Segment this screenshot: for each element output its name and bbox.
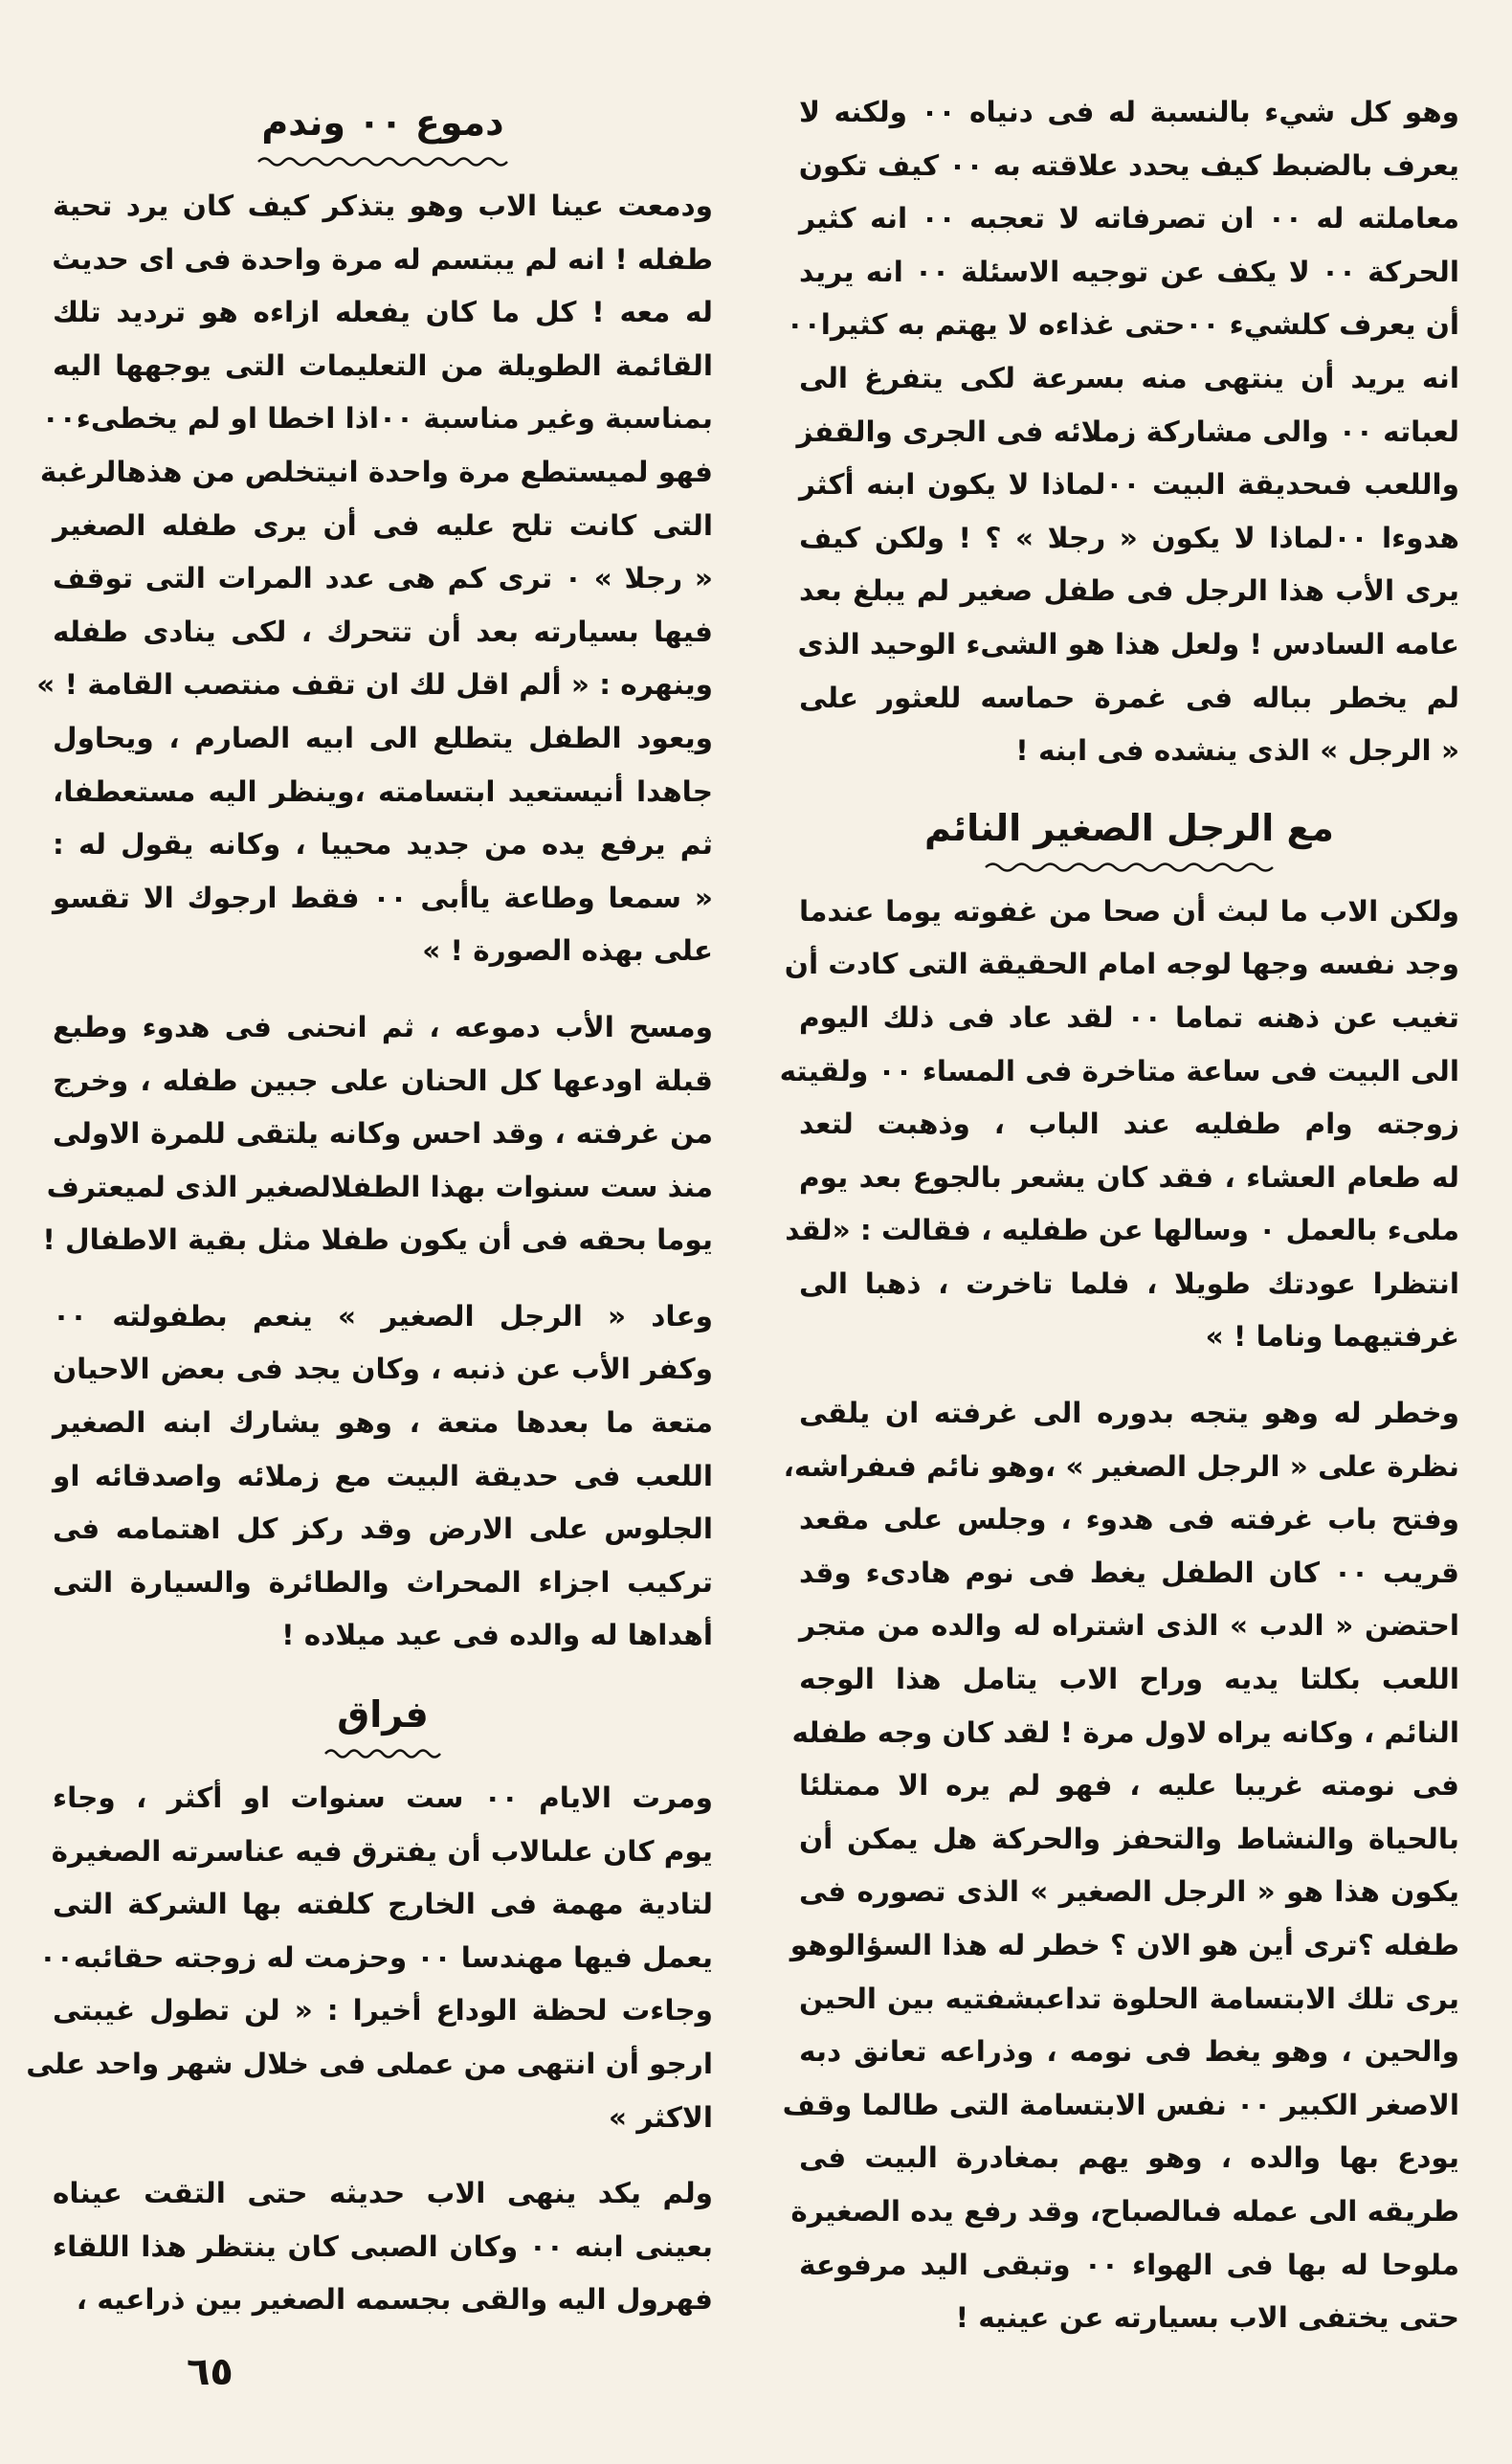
text-line: الجلوس على الارض وقد ركز كل اهتمامه فى bbox=[53, 1512, 713, 1546]
text-line: الى البيت فى ساعة متاخرة فى المساء ٠٠ ولقيته bbox=[779, 1054, 1459, 1087]
text-line: زوجته وام طفليه عند الباب ، وذهبت لتعد bbox=[799, 1108, 1459, 1141]
text-line: يودع بها والده ، وهو يهم بمغادرة البيت فى bbox=[799, 2141, 1459, 2175]
text-line: ومسح الأب دموعه ، ثم انحنى فى هدوء وطبع bbox=[53, 1010, 713, 1043]
text-line: القائمة الطويلة من التعليمات التى يوجهها اليه bbox=[53, 348, 713, 382]
text-line: انتظرا عودتك طويلا ، فلما تاخرت ، ذهبا الى bbox=[799, 1266, 1459, 1300]
text-line: ويعود الطفل يتطلع الى ابيه الصارم ، ويحاول bbox=[53, 721, 713, 754]
section-sleeping-little-man-body bbox=[779, 885, 1460, 2345]
text-line: فى نومته غريبا عليه ، فهو لم يره الا ممتلئا bbox=[799, 1769, 1459, 1803]
paragraph bbox=[53, 1290, 713, 1663]
text-line: ارجو أن انتهى من عملى فى خلال شهر واحد على bbox=[26, 2048, 713, 2080]
text-line: طفله ! انه لم يبتسم له مرة واحدة فى اى حديث bbox=[52, 242, 713, 276]
intro-paragraph bbox=[786, 86, 1459, 778]
section-separation-body bbox=[26, 1772, 713, 2327]
text-line: اللعب بكلتا يديه وراح الاب يتامل هذا الوجه bbox=[799, 1663, 1459, 1696]
text-line: حتى يختفى الاب بسيارته عن عينيه ! bbox=[955, 2301, 1459, 2335]
text-line: انه يريد أن ينتهى منه بسرعة لكى يتفرغ الى bbox=[799, 361, 1459, 394]
text-line: « رجلا » ٠ ترى كم هى عدد المرات التى توقف bbox=[53, 562, 713, 595]
text-line: وينهره : « ألم اقل لك ان تقف منتصب القامة ! » bbox=[36, 668, 713, 702]
text-line: بعينى ابنه ٠٠ وكان الصبى كان ينتظر هذا اللقاء bbox=[53, 2229, 713, 2263]
text-line: وفتح باب غرفته فى هدوء ، وجلس على مقعد bbox=[799, 1503, 1459, 1536]
section-title-tears-and-regret bbox=[53, 96, 713, 155]
text-line: يكون هذا هو « الرجل الصغير » الذى تصوره فى bbox=[799, 1875, 1459, 1909]
text-line: ثم يرفع يده من جديد محييا ، وكانه يقول له : bbox=[53, 828, 713, 862]
text-line: النائم ، وكانه يراه لاول مرة ! لقد كان وجه طفله bbox=[791, 1715, 1459, 1749]
section-title-text: مع الرجل الصغير النائم bbox=[924, 806, 1334, 849]
text-line: على بهذه الصورة ! » bbox=[422, 934, 713, 968]
text-line: يرى تلك الابتسامة الحلوة تداعبشفتيه بين الحين bbox=[799, 1982, 1459, 2015]
text-line: نظرة على « الرجل الصغير » ،وهو نائم فىفراشه، bbox=[783, 1449, 1459, 1483]
text-line: له معه ! كل ما كان يفعله ازاءه هو ترديد تلك bbox=[53, 296, 713, 329]
title-underline-wave bbox=[325, 1747, 440, 1760]
text-line: وجد نفسه وجها لوجه امام الحقيقة التى كادت أن bbox=[784, 948, 1459, 981]
text-line: والحين ، وهو يغط فى نومه ، وذراعه تعانق دبه bbox=[799, 2035, 1459, 2069]
text-line: جاهدا أنيستعيد ابتسامته ،وينظر اليه مستعطفا، bbox=[53, 774, 713, 808]
text-line: وكفر الأب عن ذنبه ، وكان يجد فى بعض الاحيان bbox=[53, 1353, 713, 1386]
text-line: الاصغر الكبير ٠٠ نفس الابتسامة التى طالما وقف bbox=[782, 2088, 1459, 2121]
text-line: لم يخطر بباله فى غمرة حماسه للعثور على bbox=[799, 681, 1459, 714]
text-line: فيها بسيارته بعد أن تتحرك ، لكى ينادى طفله bbox=[53, 615, 713, 648]
text-line: وعاد « الرجل الصغير » ينعم بطفولته ٠٠ bbox=[53, 1299, 713, 1333]
left-column bbox=[26, 96, 713, 2350]
text-line: « سمعا وطاعة ياأبى ٠٠ فقط ارجوك الا تقسو bbox=[53, 881, 713, 914]
text-line: قريب ٠٠ كان الطفل يغط فى نوم هادىء وقد bbox=[799, 1556, 1459, 1589]
text-line: واللعب فىحديقة البيت ٠٠لماذا لا يكون ابنه أكثر bbox=[799, 468, 1459, 502]
text-line: بمناسبة وغير مناسبة ٠٠اذا اخطا او لم يخطىء٠٠ bbox=[41, 402, 713, 436]
text-line: معاملته له ٠٠ ان تصرفاته لا تعجبه ٠٠ انه كثير bbox=[799, 202, 1459, 235]
text-line: أهداها له والده فى عيد ميلاده ! bbox=[281, 1619, 713, 1652]
text-line: لتادية مهمة فى الخارج كلفته بها الشركة التى bbox=[53, 1888, 713, 1921]
text-line: أن يعرف كلشيء ٠٠حتى غذاءه لا يهتم به كثيرا٠٠ bbox=[786, 308, 1459, 342]
section-title-text: دموع ٠٠ وندم bbox=[261, 101, 504, 144]
section-title-text: فراق bbox=[337, 1693, 429, 1736]
text-line: فهرول اليه والقى بجسمه الصغير بين ذراعيه ، bbox=[76, 2283, 713, 2317]
text-line: غرفتيهما وناما ! » bbox=[1205, 1320, 1459, 1354]
right-column bbox=[779, 86, 1460, 2368]
text-line: يوم كان علىالاب أن يفترق فيه عناسرته الصغيرة bbox=[51, 1834, 713, 1868]
text-line: ومرت الايام ٠٠ ست سنوات او أكثر ، وجاء bbox=[53, 1781, 713, 1815]
text-line: منذ ست سنوات بهذا الطفلالصغير الذى لميعترف bbox=[46, 1170, 713, 1203]
text-line: « الرجل » الذى ينشده فى ابنه ! bbox=[1015, 734, 1459, 768]
text-line: التى كانت تلح عليه فى أن يرى طفله الصغير bbox=[53, 508, 713, 542]
title-underline-wave bbox=[258, 155, 507, 168]
text-line: ملوحا له بها فى الهواء ٠٠ وتبقى اليد مرفوعة bbox=[799, 2248, 1459, 2281]
text-line: يوما بحقه فى أن يكون طفلا مثل بقية الاطفال ! bbox=[42, 1223, 713, 1257]
text-line: وخطر له وهو يتجه بدوره الى غرفته ان يلقى bbox=[799, 1397, 1459, 1430]
paragraph bbox=[36, 180, 713, 978]
text-line: تركيب اجزاء المحراث والطائرة والسيارة التى bbox=[53, 1565, 713, 1599]
text-line: ولم يكد ينهى الاب حديثه حتى التقت عيناه bbox=[53, 2177, 713, 2210]
page-number: ٦٥ bbox=[187, 2350, 233, 2394]
text-line: ودمعت عينا الاب وهو يتذكر كيف كان يرد تحية bbox=[53, 190, 713, 222]
text-line: وجاءت لحظة الوداع أخيرا : « لن تطول غيبتى bbox=[53, 1994, 713, 2027]
text-line: ملىء بالعمل ٠ وسالها عن طفليه ، فقالت : «لقد bbox=[785, 1214, 1459, 1247]
text-line: طفله ؟ترى أين هو الان ؟ خطر له هذا السؤالوهو bbox=[789, 1929, 1459, 1961]
text-line: اللعب فى حديقة البيت مع زملائه واصدقائه او bbox=[53, 1459, 713, 1492]
section-title-separation bbox=[53, 1688, 713, 1747]
text-line: احتضن « الدب » الذى اشتراه له والده من متجر bbox=[799, 1609, 1459, 1643]
paragraph bbox=[53, 2167, 713, 2327]
section-title-sleeping-little-man bbox=[799, 801, 1459, 861]
paragraph bbox=[782, 1387, 1459, 2345]
paragraph bbox=[779, 885, 1460, 1364]
section-tears-and-regret-body bbox=[36, 180, 713, 1663]
text-line: له طعام العشاء ، فقد كان يشعر بالجوع بعد يوم bbox=[799, 1160, 1459, 1194]
text-line: طريقه الى عمله فىالصباح، وقد رفع يده الصغيرة bbox=[790, 2194, 1459, 2228]
text-line: وهو كل شيء بالنسبة له فى دنياه ٠٠ ولكنه لا bbox=[799, 96, 1459, 128]
text-line: تغيب عن ذهنه تماما ٠٠ لقد عاد فى ذلك اليوم bbox=[799, 1000, 1460, 1034]
text-line: عامه السادس ! ولعل هذا هو الشىء الوحيد الذى bbox=[797, 627, 1459, 661]
text-line: فهو لميستطع مرة واحدة انيتخلص من هذهالرغبة bbox=[39, 455, 713, 488]
text-line: بالحياة والنشاط والتحفز والحركة هل يمكن أن bbox=[799, 1822, 1459, 1855]
text-line: الاكثر » bbox=[609, 2100, 713, 2134]
text-line: الحركة ٠٠ لا يكف عن توجيه الاسئلة ٠٠ انه يريد bbox=[799, 255, 1459, 288]
paragraph bbox=[42, 1001, 713, 1267]
text-line: يعرف بالضبط كيف يحدد علاقته به ٠٠ كيف تكون bbox=[798, 148, 1459, 182]
text-line: متعة ما بعدها متعة ، وهو يشارك ابنه الصغير bbox=[53, 1406, 713, 1440]
text-line: قبلة اودعها كل الحنان على جبين طفله ، وخرج bbox=[53, 1064, 713, 1097]
title-underline-wave bbox=[986, 861, 1273, 874]
text-line: هدوءا ٠٠لماذا لا يكون « رجلا » ؟ ! ولكن كيف bbox=[799, 521, 1459, 554]
text-line: يعمل فيها مهندسا ٠٠ وحزمت له زوجته حقائبه٠٠ bbox=[38, 1940, 713, 1974]
text-line: ولكن الاب ما لبث أن صحا من غفوته يوما عندما bbox=[799, 894, 1459, 928]
paragraph bbox=[26, 1772, 713, 2144]
text-line: يرى الأب هذا الرجل فى طفل صغير لم يبلغ بعد bbox=[799, 574, 1459, 608]
text-line: لعباته ٠٠ والى مشاركة زملائه فى الجرى والقفز bbox=[796, 414, 1459, 448]
text-line: من غرفته ، وقد احس وكانه يلتقى للمرة الاولى bbox=[53, 1117, 713, 1151]
